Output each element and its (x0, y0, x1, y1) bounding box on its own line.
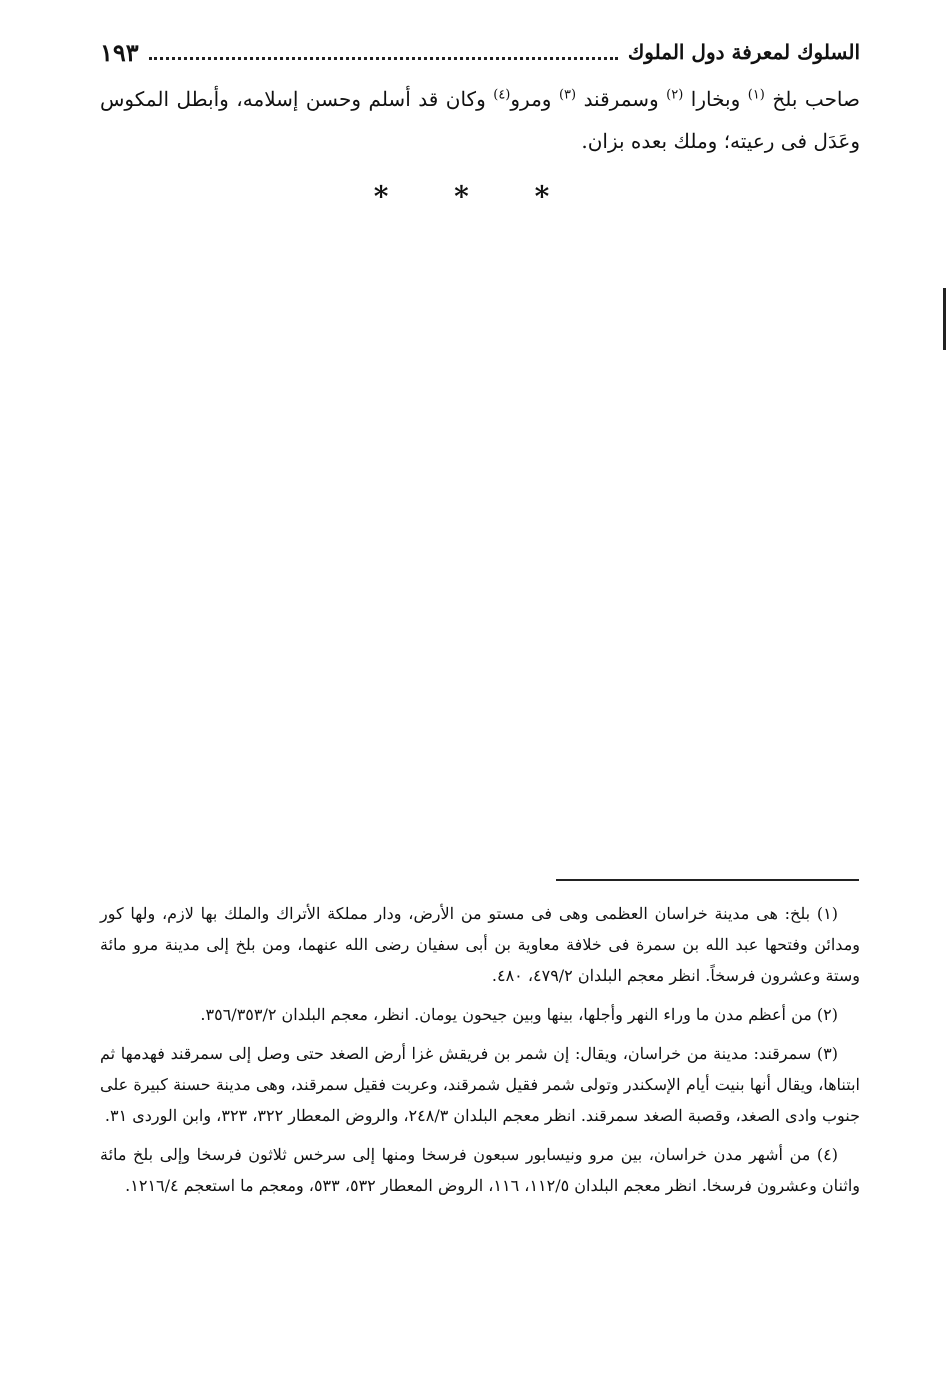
main-paragraph (100, 78, 860, 162)
page-number: ١٩٣ (100, 37, 139, 67)
section-separator-stars: * * * (373, 180, 578, 213)
footnote-2 (100, 999, 860, 1030)
body-text-segment: وكان قد أسلم وحسن إسلامه، وأبطل المكوس وعَدَل فى رعيته؛ وملك بعده بزان. (100, 87, 860, 153)
footnote-text: من أعظم مدن ما وراء النهر وأجلها، بينها وبين جيحون يومان. انظر، معجم البلدان ٣٥٦/٣٥٣/٢. (200, 1005, 812, 1024)
footnote-4 (100, 1139, 860, 1201)
footnote-ref-1[interactable]: (١) (747, 87, 765, 103)
footnote-mark: (١) (816, 904, 838, 923)
body-text-segment: صاحب بلخ (764, 87, 861, 111)
body-text-segment: وبخارا (683, 87, 748, 111)
footnote-text: من أشهر مدن خراسان، بين مرو ونيسابور سبعون فرسخا ومنها إلى سرخس ثلاثون فرسخا وإلى بلخ مائة واثنان وعشرون فرسخا. انظر معجم البلدان ١١٢/٥، ١١٦، الروض المعطار ٥٣٢، ٥٣٣، ومعجم ما استعجم ١٢١٦/٤. (100, 1145, 860, 1195)
footnote-divider (556, 879, 859, 881)
footnote-ref-2[interactable]: (٢) (666, 87, 684, 103)
running-title: السلوك لمعرفة دول الملوك (627, 40, 860, 64)
footnote-text: بلخ: هى مدينة خراسان العظمى وهى فى مستو من الأرض، ودار مملكة الأتراك والملك بها لازم، ولها كور ومدائن وفتحها عبد الله بن سمرة فى خلافة معاوية بن أبى سفيان رضى الله عنهما، ومن بلخ إلى مدينة مرو مائة وستة وعشرون فرسخاً. انظر معجم البلدان ٤٧٩/٢، ٤٨٠. (100, 904, 861, 985)
body-text-segment: ومرو (510, 87, 559, 111)
footnote-ref-4[interactable]: (٤) (493, 87, 511, 103)
footnote-3 (100, 1038, 860, 1131)
page-edge-mark (943, 288, 946, 350)
page-header (100, 32, 860, 72)
footnote-ref-3[interactable]: (٣) (558, 87, 577, 103)
footnote-text: سمرقند: مدينة من خراسان، ويقال: إن شمر بن فريقش غزا أرض الصغد حتى وصل إلى سمرقند فهدمها ثم ابتناها، ويقال أنها بنيت أيام الإسكندر وتولى شمر فقيل شمرقند، وعربت فقيل سمرقند، وهى مدينة حسنة كبيرة على جنوب وادى الصغد، وقصبة الصغد سمرقند. انظر معجم البلدان ٢٤٨/٣، والروض المعطار ٣٢٢، ٣٢٣، وابن الوردى ٣١. (100, 1044, 860, 1125)
body-text-segment: وسمرقند (576, 87, 667, 111)
footnote-mark: (٤) (816, 1145, 838, 1164)
header-dot-leader (149, 45, 618, 60)
footnote-mark: (٣) (816, 1044, 839, 1063)
footnotes-section (100, 898, 860, 1209)
footnote-mark: (٢) (816, 1005, 838, 1024)
footnote-1 (100, 898, 860, 991)
